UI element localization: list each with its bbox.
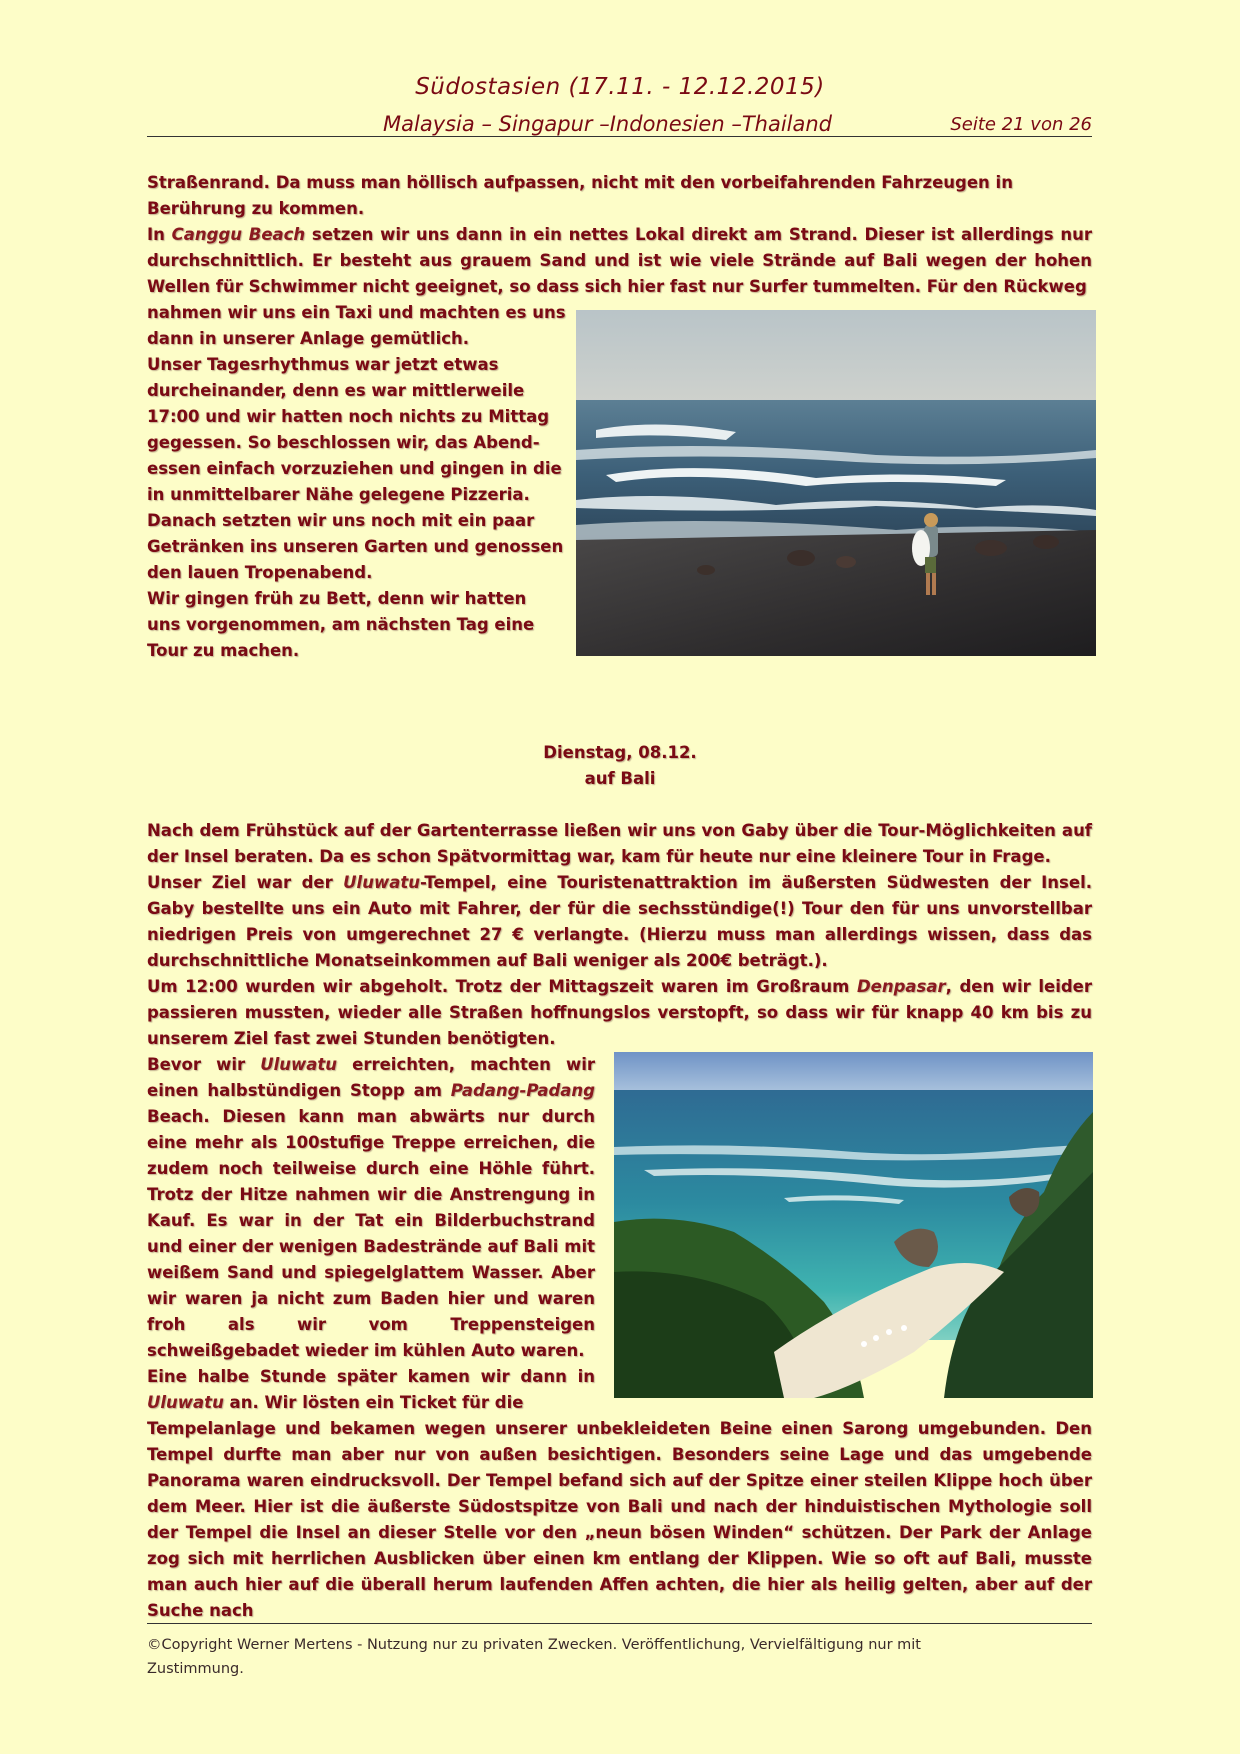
paragraph-fruehstueck: Nach dem Frühstück auf der Gartenterrasse ließen wir uns von Gaby über die Tour-Möglichkeiten auf der Insel beraten. Da es schon Spätvormittag war, kam für heute nur eine kleinere Tour in Frage. <box>147 821 1092 866</box>
line: 17:00 und wir hatten noch nichts zu Mittag <box>147 407 550 426</box>
text-fragment: erreichten, machten wir einen halbstündigen Stopp am <box>147 1055 595 1100</box>
paragraph-canggu <box>147 222 1092 300</box>
text-fragment: Bevor wir <box>147 1055 261 1074</box>
line: Getränken ins unseren Garten und genossen <box>147 537 564 556</box>
copyright-notice: ©Copyright Werner Mertens - Nutzung nur zu privaten Zwecken. Veröffentlichung, Vervielfältigung nur mit Zustimmung. <box>147 1637 921 1677</box>
line: in unmittelbarer Nähe gelegene Pizzeria. <box>147 485 530 504</box>
line: gegessen. So beschlossen wir, das Abend- <box>147 433 540 452</box>
line: dann in unserer Anlage gemütlich. <box>147 329 470 348</box>
paragraph-block-1 <box>147 170 1092 300</box>
paragraph-block-2 <box>147 300 567 664</box>
paragraph-uluwatu-ziel <box>147 870 1092 974</box>
place-padang-padang: Padang-Padang <box>450 1081 595 1100</box>
page-number: Seite 21 von 26 <box>950 114 1092 135</box>
text-fragment: Unser Ziel war der <box>147 873 344 892</box>
place-uluwatu: Uluwatu <box>343 873 420 892</box>
text-fragment: -Tempel, eine Touristenattraktion im äußersten Südwesten der Insel. Gaby bestellte uns ein Auto mit Fahrer, der für die sechsstündige(!) Tour den für uns unvorstellbar niedrigen Preis von umgerechnet 27 € verlangte. (Hierzu muss man allerdings wissen, dass das durchschnittliche Monatseinkommen auf Bali weniger als 200€ beträgt.). <box>147 873 1092 970</box>
line: nahmen wir uns ein Taxi und machten es uns <box>147 303 566 322</box>
paragraph-block-5 <box>147 1416 1092 1624</box>
text-fragment: setzen wir uns dann in ein nettes Lokal direkt am Strand. Dieser ist allerdings nur durchschnittlich. Er besteht aus grauem Sand und ist wie viele Strände auf Bali wegen der hohen Wellen für Schwimmer nicht geeignet, so dass sich hier fast nur Surfer tummelten. Für den Rückweg <box>147 225 1092 296</box>
day-heading <box>0 740 1240 792</box>
line: den lauen Tropenabend. <box>147 563 373 582</box>
line: essen einfach vorzuziehen und gingen in die <box>147 459 562 478</box>
text-fragment: Eine halbe Stunde später kamen wir dann in <box>147 1367 595 1386</box>
line: Unser Tagesrhythmus war jetzt etwas <box>147 355 499 374</box>
text-fragment: Beach. Diesen kann man abwärts nur durch eine mehr als 100stufige Treppe erreichen, die zudem noch teilweise durch eine Höhle führt. Trotz der Hitze nahmen wir die Anstrengung in Kauf. Es war in der Tat ein Bilderbuchstrand und einer der wenigen Badestrände auf Bali mit weißem Sand und spiegelglattem Wasser. Aber wir waren ja nicht zum Baden hier und waren froh als wir vom Treppensteigen schweißgebadet wieder im kühlen Auto waren. <box>147 1107 595 1360</box>
surfer-beach-image <box>576 310 1096 656</box>
photo-surfer-canggu-beach <box>576 310 1096 656</box>
text-fragment: , den wir leider passieren mussten, wieder alle Straßen hoffnungslos verstopft, so dass wir für knapp 40 km bis zu unserem Ziel fast zwei Stunden benötigten. <box>147 977 1092 1048</box>
paragraph-padang-padang <box>147 1052 595 1364</box>
paragraph-uluwatu-ankunft <box>147 1364 595 1416</box>
footer-divider <box>147 1623 1092 1624</box>
text-fragment: an. Wir lösten ein Ticket für die <box>223 1393 524 1412</box>
paragraph-abgeholt <box>147 974 1092 1052</box>
document-title: Südostasien (17.11. - 12.12.2015) <box>415 74 825 100</box>
photo-padang-padang-beach <box>614 1052 1093 1398</box>
line: Wir gingen früh zu Bett, denn wir hatten <box>147 589 527 608</box>
day-date: Dienstag, 08.12. <box>543 743 697 762</box>
line: Tour zu machen. <box>147 641 300 660</box>
text-fragment: Um 12:00 wurden wir abgeholt. Trotz der Mittagszeit waren im Großraum <box>147 977 857 996</box>
paragraph-tempelanlage: Tempelanlage und bekamen wegen unserer unbekleideten Beine einen Sarong umgebunden. Den Tempel durfte man aber nur von außen besichtigen. Besonders seine Lage und das umgebende Panorama waren eindrucksvoll. Der Tempel befand sich auf der Spitze einer steilen Klippe hoch über dem Meer. Hier ist die äußerste Südostspitze von Bali und nach der hinduistischen Mythologie soll der Tempel die Insel an dieser Stelle vor den „neun bösen Winden“ schützen. Der Park der Anlage zog sich mit herrlichen Ausblicken über einen km entlang der Klippen. Wie so oft auf Bali, musste man auch hier auf die überall herum laufenden Affen achten, die hier als heilig gelten, aber auf der Suche nach <box>147 1419 1092 1620</box>
line: durcheinander, denn es war mittlerweile <box>147 381 525 400</box>
header-subline <box>147 108 1092 137</box>
place-uluwatu: Uluwatu <box>260 1055 338 1074</box>
text-fragment: In <box>147 225 172 244</box>
place-canggu-beach: Canggu Beach <box>171 225 306 244</box>
line: uns vorgenommen, am nächsten Tag eine <box>147 615 535 634</box>
day-place: auf Bali <box>584 769 656 788</box>
place-denpasar: Denpasar <box>856 977 946 996</box>
route-title: Malaysia – Singapur –Indonesien –Thailand <box>383 112 833 136</box>
padang-padang-image <box>614 1052 1093 1398</box>
paragraph-strassenrand: Straßenrand. Da muss man höllisch aufpassen, nicht mit den vorbeifahrenden Fahrzeugen in Berührung zu kommen. <box>147 173 1013 218</box>
place-uluwatu: Uluwatu <box>147 1393 224 1412</box>
paragraph-block-3 <box>147 818 1092 1052</box>
paragraph-block-4 <box>147 1052 595 1416</box>
line: Danach setzten wir uns noch mit ein paar <box>147 511 535 530</box>
